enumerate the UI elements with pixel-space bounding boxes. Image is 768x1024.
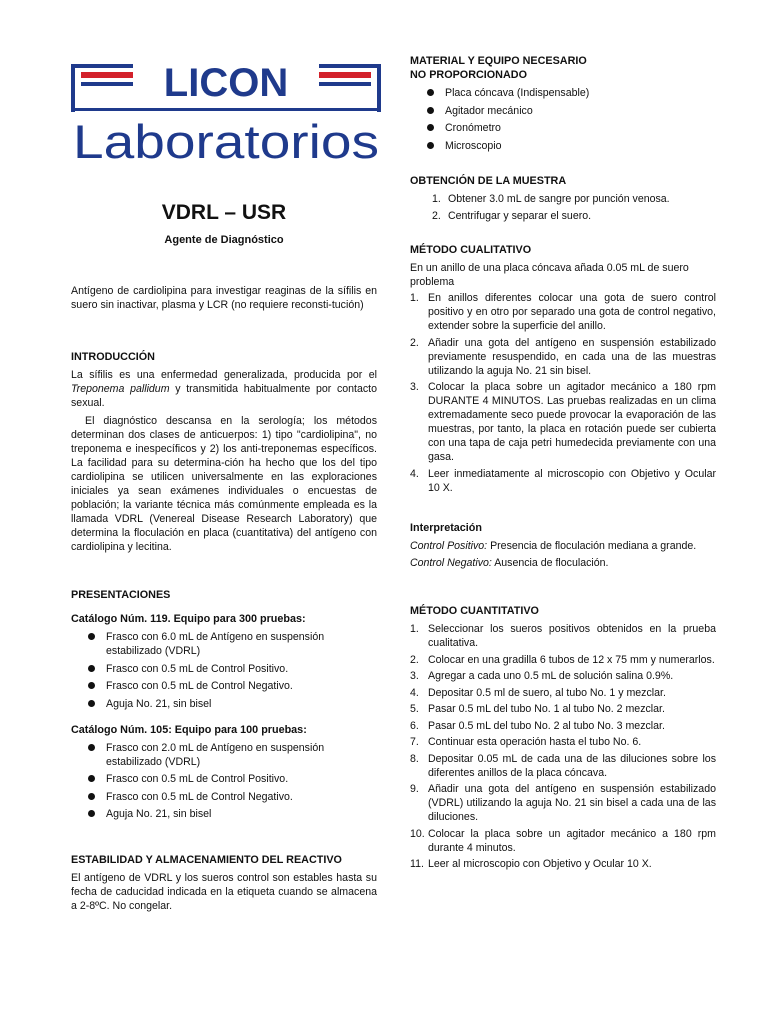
bullet-icon [427, 107, 434, 114]
list-item: Frasco con 0.5 mL de Control Positivo. [71, 662, 377, 676]
list-item: 5. Pasar 0.5 mL del tubo No. 1 al tubo No. 2 mezclar. [410, 703, 665, 715]
obtencion-list [410, 192, 716, 223]
list-item: Frasco con 0.5 mL de Control Negativo. [71, 679, 377, 693]
list-item: 4. Leer inmediatamente al microscopio con Objetivo y Ocular 10 X. [410, 467, 716, 494]
licon-logo [71, 58, 381, 168]
control-positivo: Control Positivo: Presencia de floculación mediana a grande. [410, 540, 697, 552]
list-item: 1. Obtener 3.0 mL de sangre por punción venosa. [432, 193, 670, 205]
cat1-list [71, 630, 377, 711]
interpretacion-section [410, 521, 716, 570]
cat2-list [71, 741, 377, 822]
estabilidad-heading: ESTABILIDAD Y ALMACENAMIENTO DEL REACTIVO [71, 854, 342, 866]
list-item: 4. Depositar 0.5 ml de suero, al tubo No. 1 y mezclar. [410, 686, 666, 699]
cualitativo-section [410, 243, 716, 497]
list-item: 3. Agregar a cada uno 0.5 mL de solución salina 0.9%. [410, 670, 674, 682]
list-item: Frasco con 0.5 mL de Control Negativo. [71, 790, 377, 804]
intro-description: Antígeno de cardiolipina para investigar reaginas de la sífilis en suero sin inactivar, plasma y LCR (no requiere reconsti-tución) [71, 285, 377, 311]
document-title: VDRL – USR [161, 201, 287, 224]
introduccion-p1: La sífilis es una enfermedad generalizada, producida por el Treponema pallidum y transmitida habitualmente por contacto sexual. [71, 369, 377, 409]
list-item: Aguja No. 21, sin bisel [71, 697, 377, 711]
list-item: 7. Continuar esta operación hasta el tubo No. 6. [410, 736, 642, 748]
presentaciones-section [71, 588, 377, 825]
list-item: 8. Depositar 0.05 mL de cada una de las diluciones sobre los diferentes anillos de la placa cóncava. [410, 752, 716, 779]
list-item: Frasco con 6.0 mL de Antígeno en suspensión estabilizado (VDRL) [71, 630, 377, 658]
cat2-title: Catálogo Núm. 105: Equipo para 100 pruebas: [71, 723, 307, 736]
list-item: Placa cóncava (Indispensable) [410, 86, 716, 100]
bullet-icon [88, 665, 95, 672]
logo-line2: Laboratorios [73, 115, 379, 168]
bullet-icon [427, 142, 434, 149]
list-item: 9. Añadir una gota del antígeno en suspensión estabilizado (VDRL) utilizando la aguja No. 21 sin bisel a cada una de las diluciones. [410, 783, 716, 823]
list-item: 10. Colocar la placa sobre un agitador mecánico a 180 rpm durante 4 minutos. [410, 827, 716, 854]
obtencion-section [410, 174, 716, 225]
bullet-icon [427, 89, 434, 96]
list-item: Frasco con 0.5 mL de Control Positivo. [71, 772, 377, 786]
introduccion-heading: INTRODUCCIÓN [71, 351, 155, 363]
presentaciones-heading: PRESENTACIONES [71, 589, 171, 601]
list-item: 6. Pasar 0.5 mL del tubo No. 2 al tubo No. 3 mezclar. [410, 719, 665, 732]
bullet-icon [88, 793, 95, 800]
bullet-icon [88, 775, 95, 782]
list-item: Aguja No. 21, sin bisel [71, 807, 377, 821]
material-section [410, 54, 716, 156]
cat1-title: Catálogo Núm. 119. Equipo para 300 pruebas: [71, 613, 306, 625]
list-item: 11. Leer al microscopio con Objetivo y Ocular 10 X. [410, 858, 652, 870]
logo-line1: LICON [163, 61, 289, 105]
estabilidad-section [71, 853, 377, 913]
list-item: 2. Centrifugar y separar el suero. [432, 209, 592, 222]
material-heading-2: NO PROPORCIONADO [410, 69, 527, 81]
list-item: 3. Colocar la placa sobre un agitador mecánico a 180 rpm DURANTE 4 MINUTOS. Las pruebas realizadas en un clima extremadamente seco puede provocar la evaporación de las muestras, por tanto, la placa en rotación puede ser cubierta con una tapa de caja petri humedecida previamente con una gasa. [410, 381, 716, 463]
cuantitativo-section [410, 604, 716, 874]
bullet-icon [88, 633, 95, 640]
cualitativo-heading: MÉTODO CUALITATIVO [410, 244, 532, 256]
introduccion-p2: El diagnóstico descansa en la serología; los métodos determinan dos clases de anticuerpos: 1) tipo "cardiolipina", no treponema e inespecíficos y 2) los anti-treponemas específicos. La facilidad para su determina-ción ha hecho que los del tipo cardiolipina se utilicen universalmente en las exploraciones iniciales ya sean exámenes individuales o encuestas de población; la variante técnica más comúnmente empleada es la llamada VDRL (Venereal Disease Research Laboratory) que determina la floculación en placa (cuantitativa) del antígeno con cardiolipina y lecitina. [71, 415, 377, 553]
list-item: 2. Colocar en una gradilla 6 tubos de 12 x 75 mm y numerarlos. [410, 653, 715, 666]
bullet-icon [88, 700, 95, 707]
list-item: 2. Añadir una gota del antígeno en suspensión estabilizado previamente resuspendido, en cada una de las muestras utilizando la aguja No. 21 sin bisel. [410, 336, 716, 377]
bullet-icon [88, 744, 95, 751]
bullet-icon [427, 124, 434, 131]
list-item: 1. En anillos diferentes colocar una gota de suero control positivo y en otro por separado una gota de control negativo, extender sobre la superficie del anillo. [410, 292, 716, 332]
interpretacion-heading: Interpretación [410, 522, 482, 534]
list-item: Cronómetro [410, 121, 716, 135]
list-item: Frasco con 2.0 mL de Antígeno en suspensión estabilizado (VDRL) [71, 741, 377, 769]
cualitativo-list [410, 291, 716, 495]
material-list [410, 86, 716, 153]
list-item: Agitador mecánico [410, 104, 716, 118]
control-negativo: Control Negativo: Ausencia de floculación. [410, 557, 609, 569]
obtencion-heading: OBTENCIÓN DE LA MUESTRA [410, 175, 567, 187]
bullet-icon [88, 810, 95, 817]
cualitativo-intro: En un anillo de una placa cóncava añada 0.05 mL de suero problema [410, 262, 689, 288]
estabilidad-text: El antígeno de VDRL y los sueros control son estables hasta su fecha de caducidad indicada en la etiqueta cuando se almacena a 2-8ºC. No congelar. [71, 872, 377, 912]
cuantitativo-heading: MÉTODO CUANTITATIVO [410, 605, 539, 617]
bullet-icon [88, 682, 95, 689]
document-subtitle: Agente de Diagnóstico [164, 234, 284, 246]
introduccion-section [71, 350, 377, 554]
cuantitativo-list [410, 622, 716, 871]
material-heading-1: MATERIAL Y EQUIPO NECESARIO [410, 55, 587, 67]
list-item: Microscopio [410, 139, 716, 153]
list-item: 1. Seleccionar los sueros positivos obtenidos en la prueba cualitativa. [410, 623, 716, 649]
